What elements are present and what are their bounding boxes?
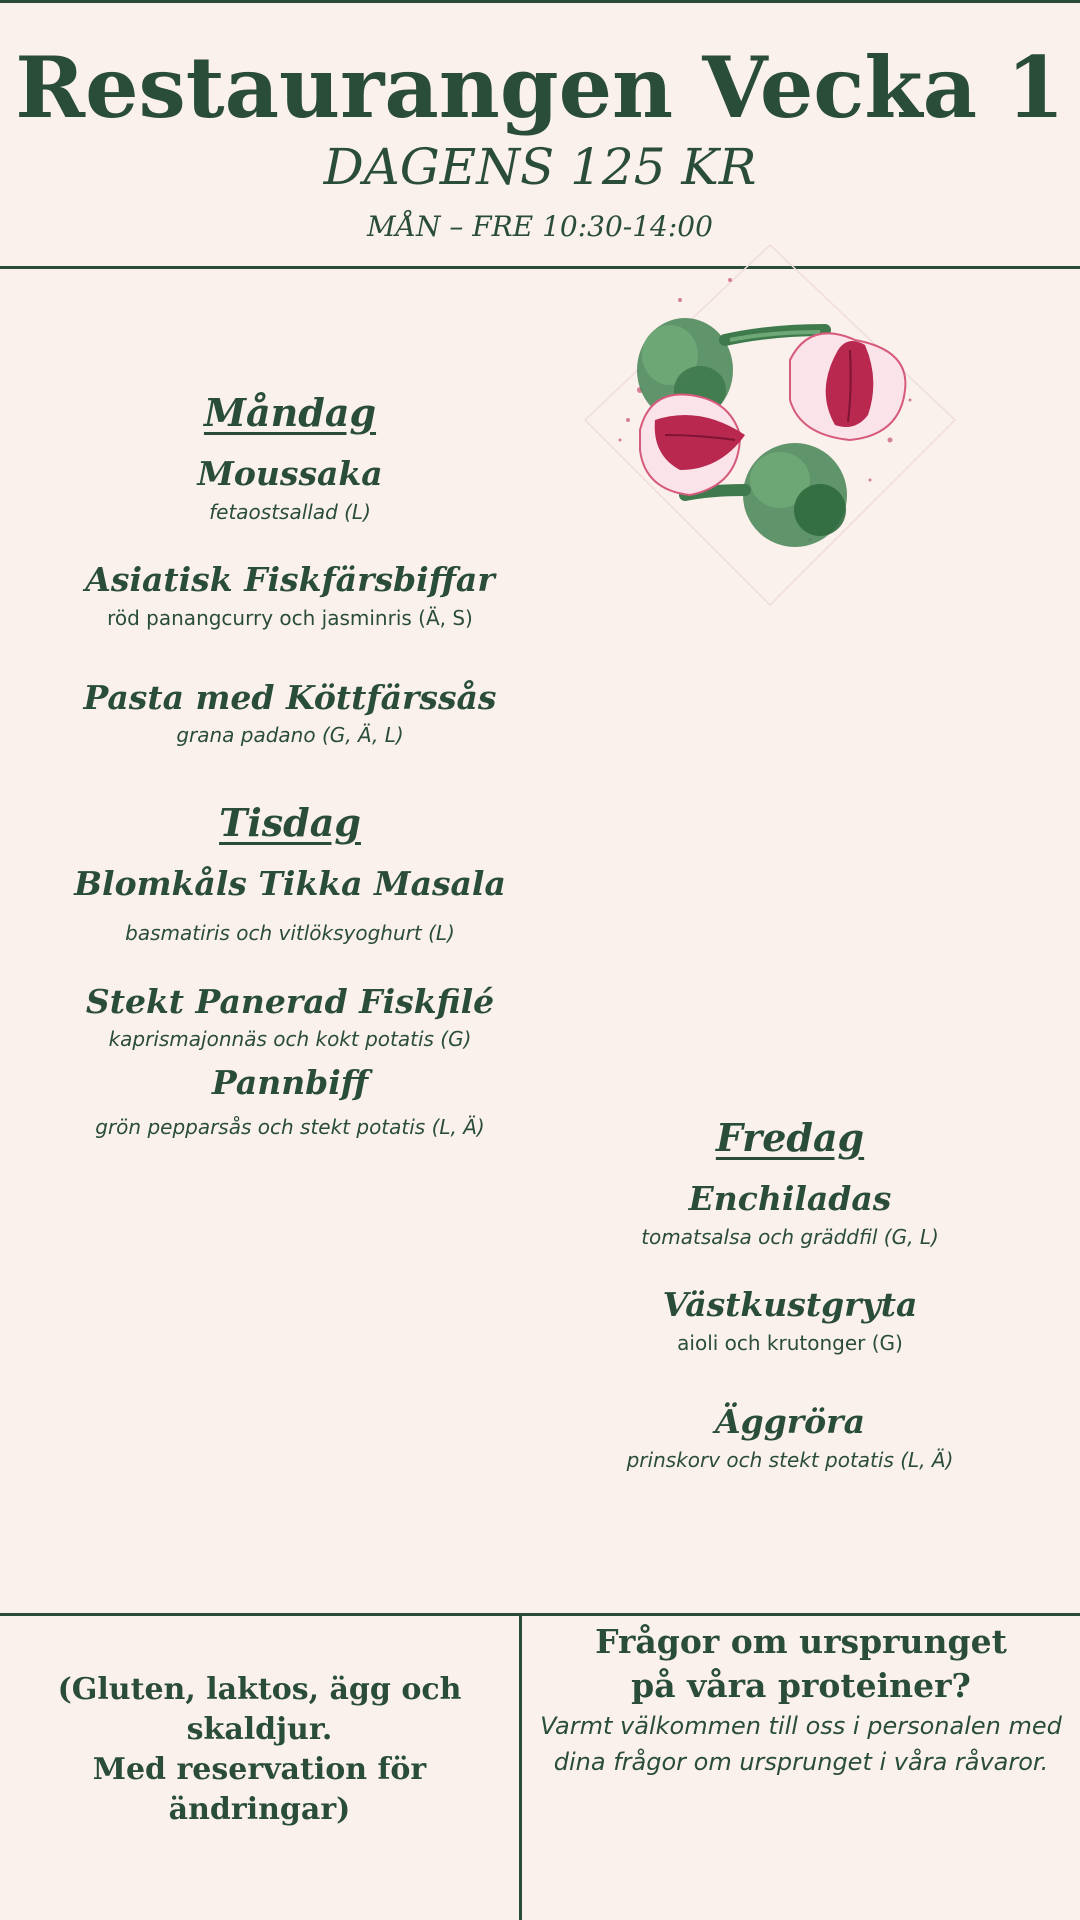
dish-name: Asiatisk Fiskfärsbiffar (85, 560, 495, 599)
dish-name: Blomkåls Tikka Masala (74, 864, 506, 903)
opening-hours: MÅN – FRE 10:30-14:00 (367, 210, 713, 243)
menu-left-column (40, 0, 540, 1200)
dish-description: röd panangcurry och jasminris (Ä, S) (107, 606, 473, 630)
origin-question-text (522, 1708, 1080, 1780)
origin-question-title (522, 1620, 1080, 1708)
dish-description: kaprismajonnäs och kokt potatis (G) (108, 1027, 472, 1051)
footer-divider (0, 1613, 1080, 1616)
dish-description: fetaostsallad (L) (209, 500, 371, 524)
origin-text-line: Varmt välkommen till oss i personalen med (540, 1712, 1062, 1740)
dish-description: tomatsalsa och gräddfil (G, L) (641, 1225, 939, 1249)
dish-description: grön pepparsås och stekt potatis (L, Ä) (95, 1115, 485, 1139)
menu-right-column (560, 0, 1020, 1500)
dish-name: Enchiladas (688, 1179, 892, 1218)
dish-name: Västkustgryta (662, 1285, 918, 1324)
dish-description: basmatiris och vitlöksyoghurt (L) (125, 921, 455, 945)
allergen-note-line: Med reservation för ändringar) (92, 1752, 427, 1827)
day-heading-monday: Måndag (203, 390, 377, 435)
dish-description: grana padano (G, Ä, L) (176, 723, 404, 747)
vegetable-illustration-icon (580, 240, 960, 610)
allergen-note (0, 1670, 519, 1830)
dish-name: Stekt Panerad Fiskfilé (85, 982, 495, 1021)
dish-description: aioli och krutonger (G) (677, 1331, 903, 1355)
origin-text-line: dina frågor om ursprunget i våra råvaror. (553, 1748, 1049, 1776)
dish-name: Pasta med Köttfärssås (83, 678, 497, 717)
day-heading-tuesday: Tisdag (219, 800, 361, 845)
origin-title-line: Frågor om ursprunget (595, 1622, 1007, 1661)
origin-title-line: på våra proteiner? (631, 1666, 971, 1705)
page-title: Restaurangen Vecka 1 (15, 38, 1065, 137)
dish-name: Äggröra (715, 1402, 865, 1441)
dish-name: Moussaka (197, 454, 383, 493)
price-subtitle: DAGENS 125 KR (323, 138, 757, 196)
dish-name: Pannbiff (211, 1063, 369, 1102)
day-heading-friday: Fredag (715, 1115, 865, 1160)
dish-description: prinskorv och stekt potatis (L, Ä) (626, 1448, 954, 1472)
allergen-note-line: (Gluten, laktos, ägg och skaldjur. (57, 1672, 462, 1747)
